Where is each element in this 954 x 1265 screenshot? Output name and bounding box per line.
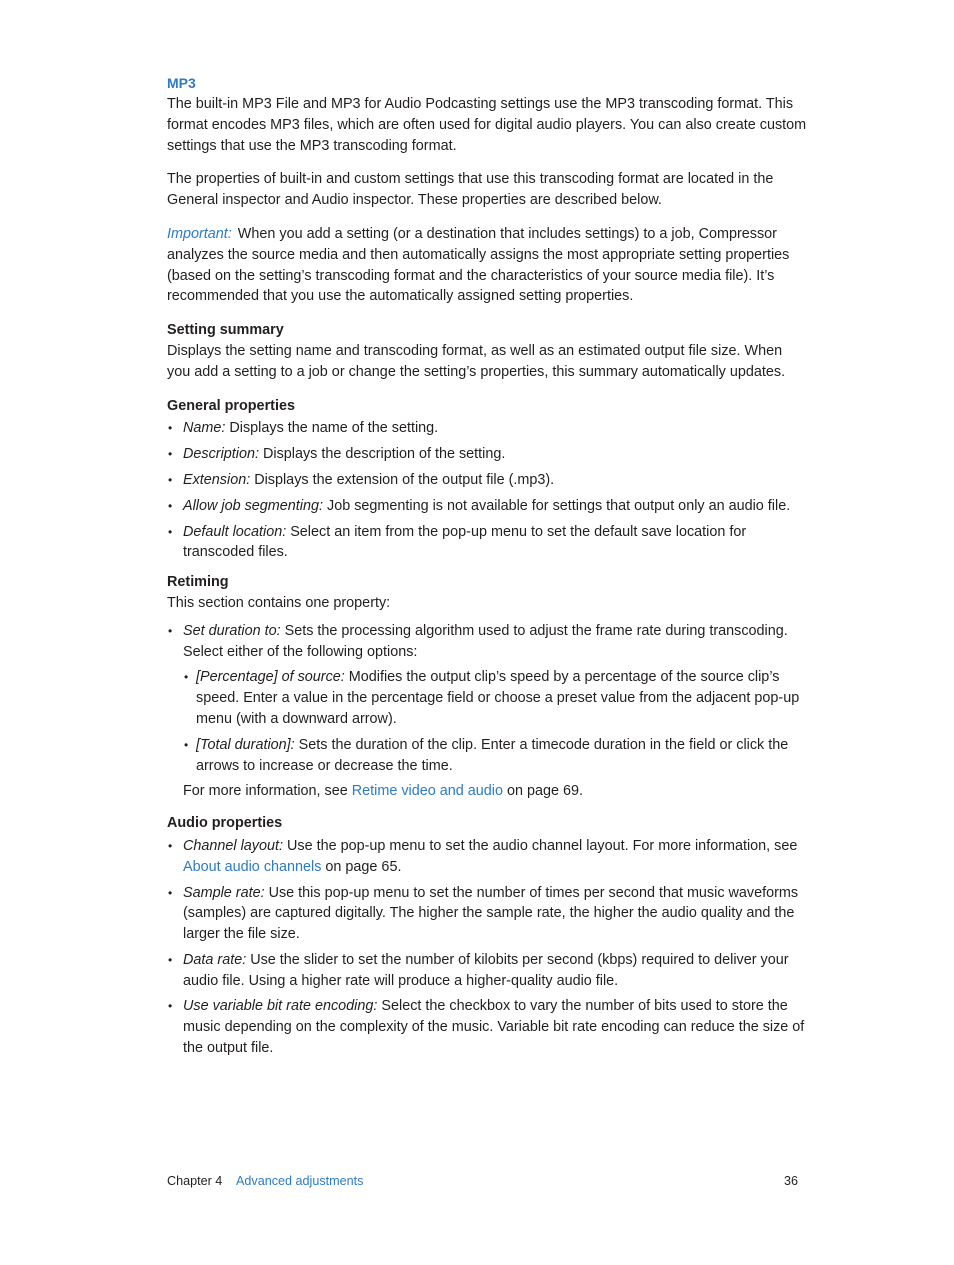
footer-chapter: Chapter 4: [167, 1174, 223, 1188]
list-item-text: Displays the extension of the output file (.mp3).: [250, 471, 555, 488]
footer-page-number: 36: [783, 1174, 798, 1188]
intro-paragraph-1: The built-in MP3 File and MP3 for Audio Podcasting settings use the MP3 transcoding format. This format encodes MP3 files, which are often used for digital audio players. You can also create custom settings that use the MP3 transcoding format.: [167, 96, 807, 154]
retiming-more-info: [183, 781, 807, 802]
list-item-term: Channel layout:: [183, 837, 284, 854]
page-content: [167, 72, 807, 1064]
list-item: [167, 950, 807, 992]
list-item-text: Use this pop-up menu to set the number of times per second that music waveforms (samples) are captured digitally. The higher the sample rate, the higher the audio quality and the larger the file size.: [183, 884, 799, 943]
list-item-text: Job segmenting is not available for settings that output only an audio file.: [323, 497, 791, 514]
setting-summary-text: Displays the setting name and transcoding format, as well as an estimated output file size. When you add a setting to a job or change the setting’s properties, this summary automatically updates.: [167, 342, 786, 380]
footer-chapter-title-link[interactable]: Advanced adjustments: [236, 1174, 364, 1188]
list-item: [167, 418, 807, 439]
list-item-text: Displays the description of the setting.: [258, 446, 506, 463]
retiming-heading: Retiming: [167, 574, 229, 591]
important-note: [167, 224, 807, 307]
sub-list-item: [183, 667, 807, 729]
sub-list-item-term: [Total duration]:: [196, 736, 295, 753]
list-item: [167, 470, 807, 491]
list-item-suffix: on page 65.: [321, 858, 402, 875]
list-item-text: Use the slider to set the number of kilobits per second (kbps) required to deliver your audio file. Using a higher rate will produce a higher-quality audio file.: [183, 951, 789, 989]
list-item-term: Name:: [183, 420, 226, 437]
important-text: When you add a setting (or a destination that includes settings) to a job, Compressor analyzes the source media and then automatically assigns the most appropriate setting properties (based on the setting’s transcoding format and the characteristics of your source media file). It’s recommended that you use the automatically assigned setting properties.: [167, 225, 790, 305]
list-item-term: Data rate:: [183, 951, 247, 968]
list-item: [167, 996, 807, 1058]
list-item-term: Allow job segmenting:: [183, 497, 323, 514]
list-item-term: Description:: [183, 446, 259, 463]
section-title: MP3: [167, 75, 196, 91]
retiming-sublist: [183, 667, 807, 776]
retime-video-audio-link[interactable]: Retime video and audio: [351, 783, 503, 800]
list-item: [167, 522, 807, 564]
list-item: [167, 883, 807, 945]
setting-summary-heading: Setting summary: [167, 322, 284, 339]
list-item-text: Select an item from the pop-up menu to set the default save location for transcoded files.: [183, 523, 747, 561]
more-info-prefix: For more information, see: [183, 783, 352, 800]
list-item-term: Set duration to:: [183, 622, 281, 639]
sub-list-item: [183, 735, 807, 777]
list-item-term: Default location:: [183, 523, 287, 540]
sub-list-item-text: Sets the duration of the clip. Enter a timecode duration in the field or click the arrows to increase or decrease the time.: [196, 736, 789, 774]
list-item-text: Select the checkbox to vary the number of bits used to store the music depending on the complexity of the music. Variable bit rate encoding can reduce the size of the output file.: [183, 998, 805, 1057]
list-item-text: Displays the name of the setting.: [225, 420, 439, 437]
list-item: [167, 496, 807, 517]
general-properties-list: [167, 418, 807, 563]
intro-paragraph-2: The properties of built-in and custom settings that use this transcoding format are located in the General inspector and Audio inspector. These properties are described below.: [167, 171, 774, 209]
sub-list-item-text: Modifies the output clip’s speed by a percentage of the source clip’s speed. Enter a value in the percentage field or choose a preset value from the adjacent pop-up menu (with a downward arrow).: [196, 669, 800, 727]
list-item: [167, 444, 807, 465]
sub-list-item-term: [Percentage] of source:: [196, 669, 345, 686]
audio-properties-list: [167, 836, 807, 1059]
list-item-text: Use the pop-up menu to set the audio channel layout. For more information, see: [283, 837, 798, 854]
audio-properties-heading: Audio properties: [167, 815, 283, 832]
list-item-term: Sample rate:: [183, 884, 265, 901]
list-item: [167, 836, 807, 878]
important-label: Important:: [167, 225, 232, 242]
about-audio-channels-link[interactable]: About audio channels: [183, 858, 322, 875]
retiming-list: [167, 621, 807, 802]
retiming-intro: This section contains one property:: [167, 594, 391, 611]
list-item-text: Sets the processing algorithm used to adjust the frame rate during transcoding. Select either of the following options:: [183, 622, 788, 660]
more-info-suffix: on page 69.: [502, 783, 583, 800]
list-item-term: Extension:: [183, 471, 251, 488]
list-item: [167, 621, 807, 802]
general-properties-heading: General properties: [167, 397, 295, 414]
list-item-term: Use variable bit rate encoding:: [183, 998, 378, 1015]
